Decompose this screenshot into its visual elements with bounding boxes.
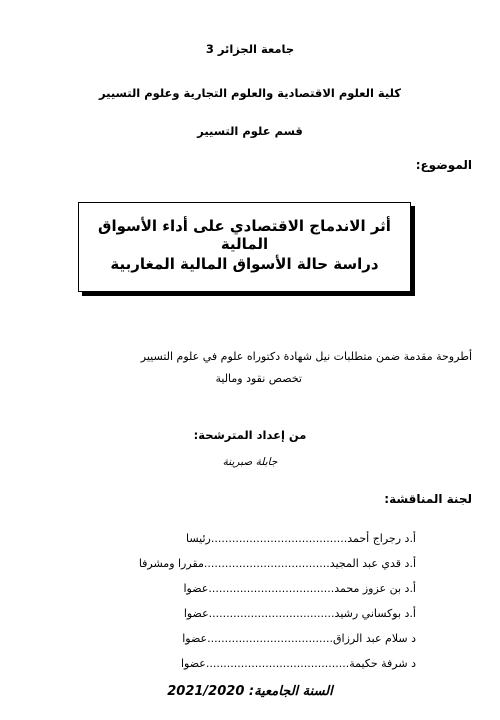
jury-member-row: [116, 632, 416, 645]
jury-member-name: أ.د رجراج أحمد: [347, 532, 416, 545]
thesis-description: أطروحة مقدمة ضمن متطلبات نيل شهادة دكتوراه علوم في علوم التسيير: [140, 350, 472, 363]
jury-member-name: د شرفة حكيمة: [349, 657, 416, 670]
candidate-label: من إعداد المترشحة:: [193, 428, 307, 442]
jury-dot-leader: .......................................: [210, 532, 348, 545]
jury-member-role: عضوا: [183, 607, 209, 620]
jury-member-row: [116, 607, 416, 620]
jury-member-role: مقررا ومشرفا: [138, 557, 204, 570]
jury-member-name: أ.د بوكساني رشيد: [334, 607, 416, 620]
jury-member-row: [116, 532, 416, 545]
jury-label: لجنة المناقشة:: [384, 492, 472, 506]
jury-member-row: [116, 557, 416, 570]
department-name: قسم علوم التسيير: [197, 124, 303, 138]
thesis-title-line1: أثر الاندماج الاقتصادي على أداء الأسواق المالية: [98, 217, 391, 253]
thesis-title-line2: دراسة حالة الأسواق المالية المغاربية: [110, 255, 379, 273]
jury-member-role: عضوا: [180, 657, 206, 670]
jury-member-role: رئيسا: [185, 532, 211, 545]
thesis-specialty: تخصص نقود ومالية: [215, 372, 302, 385]
jury-member-name: د سلام عبد الرزاق: [332, 632, 416, 645]
jury-member-name: أ.د بن عزوز محمد: [334, 582, 416, 595]
jury-dot-leader: ....................................: [208, 582, 335, 595]
academic-year: السنة الجامعية: 2021/2020: [167, 684, 333, 699]
university-name: جامعة الجزائر 3: [205, 42, 295, 56]
jury-member-role: عضوا: [183, 582, 209, 595]
jury-dot-leader: ....................................: [203, 557, 330, 570]
jury-member-row: [116, 582, 416, 595]
jury-dot-leader: ....................................: [207, 632, 333, 645]
thesis-title-box: [78, 202, 411, 292]
jury-dot-leader: ....................................: [208, 607, 335, 620]
jury-dot-leader: .........................................: [205, 657, 350, 670]
topic-label: الموضوع:: [415, 158, 472, 172]
jury-member-role: عضوا: [182, 632, 208, 645]
jury-member-name: أ.د قدي عبد المجيد: [329, 557, 416, 570]
faculty-name: كلية العلوم الاقتصادية والعلوم التجارية وعلوم التسيير: [99, 86, 401, 100]
jury-member-row: [116, 657, 416, 670]
candidate-name: جابلة صبرينة: [222, 456, 278, 468]
